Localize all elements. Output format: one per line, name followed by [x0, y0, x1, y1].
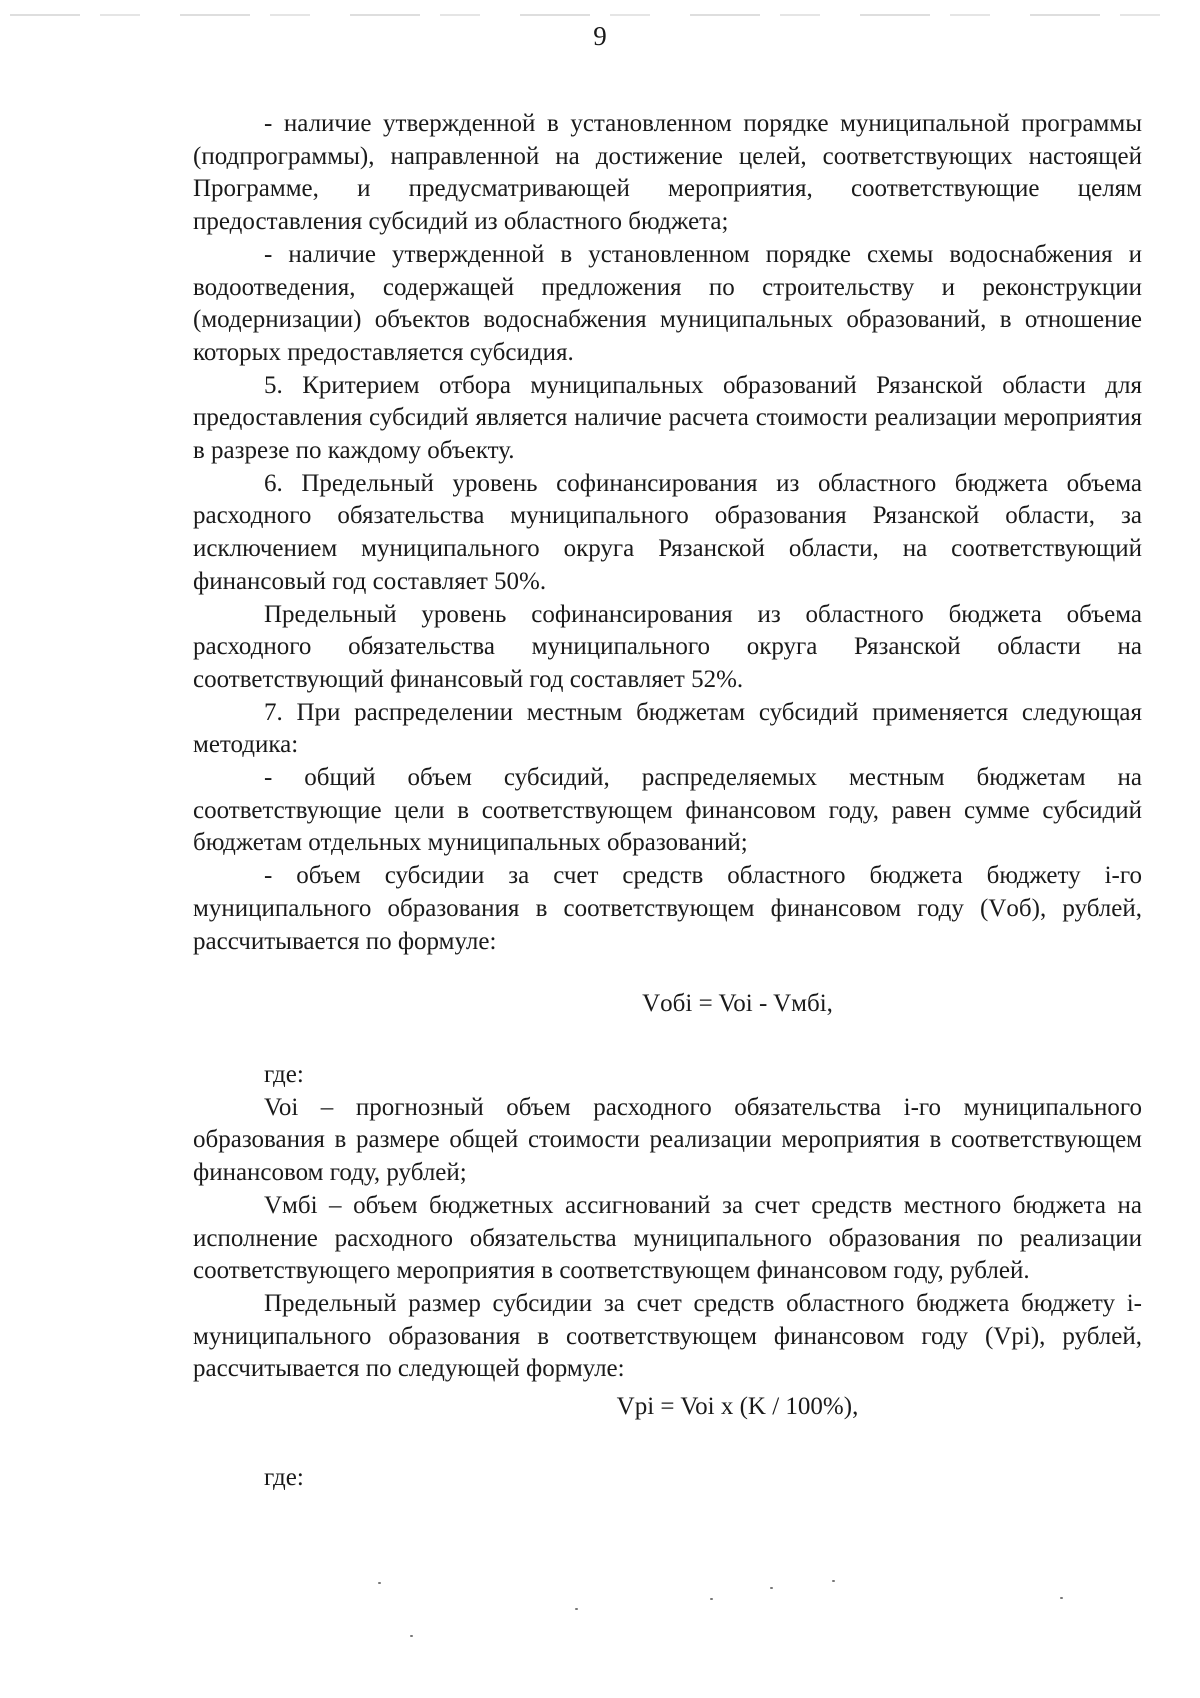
document-body — [193, 108, 1142, 1494]
definition-vmbi: Vмбi – объем бюджетных ассигнований за счет средств местного бюджета на исполнение расходного обязательства муниципального образования по реализации соответствующего мероприятия в соответствующем финансовом году, рублей. — [193, 1191, 1142, 1285]
paragraph-cofinancing-municipal-district: Предельный уровень софинансирования из областного бюджета объема расходного обязательства муниципального округа Рязанской области на соответствующий финансовый год составляет 52%. — [193, 600, 1142, 693]
where-label-1: где: — [264, 1060, 304, 1088]
paragraph-total-subsidy-volume: - общий объем субсидий, распределяемых местным бюджетам на соответствующие цели в соответствующем финансовом году, равен сумме субсидий бюджетам отдельных муниципальных образований; — [193, 764, 1142, 857]
paragraph-item-5-selection-criterion: 5. Критерием отбора муниципальных образований Рязанской области для предоставления субсидий является наличие расчета стоимости реализации мероприятия в разрезе по каждому объекту. — [193, 371, 1142, 465]
paragraph-water-supply-scheme-requirement: - наличие утвержденной в установленном порядке схемы водоснабжения и водоотведения, содержащей предложения по строительству и реконструкции (модернизации) объектов водоснабжения муниципальных образований, в отношение которых предоставляется субсидия. — [193, 240, 1142, 366]
paragraph-item-7-methodology: 7. При распределении местным бюджетам субсидий применяется следующая методика: — [193, 698, 1142, 759]
paragraph-item-6-cofinancing-level: 6. Предельный уровень софинансирования из областного бюджета объема расходного обязательства муниципального образования Рязанской области, за исключением муниципального округа Рязанской области, на соответствующий финансовый год составляет 50%. — [193, 469, 1142, 595]
formula-subsidy-volume: Vобi = Voi - Vмбi, — [642, 990, 833, 1018]
scan-speck — [575, 1608, 578, 1610]
formula-max-subsidy: Vpi = Voi x (K / 100%), — [616, 1393, 859, 1421]
paragraph-municipal-program-requirement: - наличие утвержденной в установленном порядке муниципальной программы (подпрограммы), направленной на достижение целей, соответствующих настоящей Программе, и предусматривающей мероприятия, соответствующие целям предоставления субсидий из областного бюджета; — [193, 110, 1142, 236]
scan-speck — [770, 1587, 773, 1589]
page-number: 9 — [593, 21, 607, 51]
scan-speck — [832, 1580, 835, 1582]
scan-edge-artifact — [10, 14, 1190, 16]
scan-speck — [378, 1582, 381, 1584]
definition-voi: Voi – прогнозный объем расходного обязательства i-го муниципального образования в размере общей стоимости реализации мероприятия в соответствующем финансовом году, рублей; — [193, 1093, 1142, 1187]
scan-speck — [710, 1598, 713, 1600]
scan-speck — [1060, 1597, 1063, 1599]
scan-speck — [410, 1635, 413, 1637]
paragraph-max-subsidy-formula-intro: Предельный размер субсидии за счет средств областного бюджета бюджету i-муниципального образования в соответствующем финансовом году (Vpi), рублей, рассчитывается по следующей формуле: — [193, 1289, 1142, 1383]
paragraph-subsidy-volume-formula-intro: - объем субсидии за счет средств областного бюджета бюджету i-го муниципального образования в соответствующем финансовом году (Vоб), рублей, рассчитывается по формуле: — [193, 862, 1142, 955]
where-label-2: где: — [264, 1463, 304, 1491]
